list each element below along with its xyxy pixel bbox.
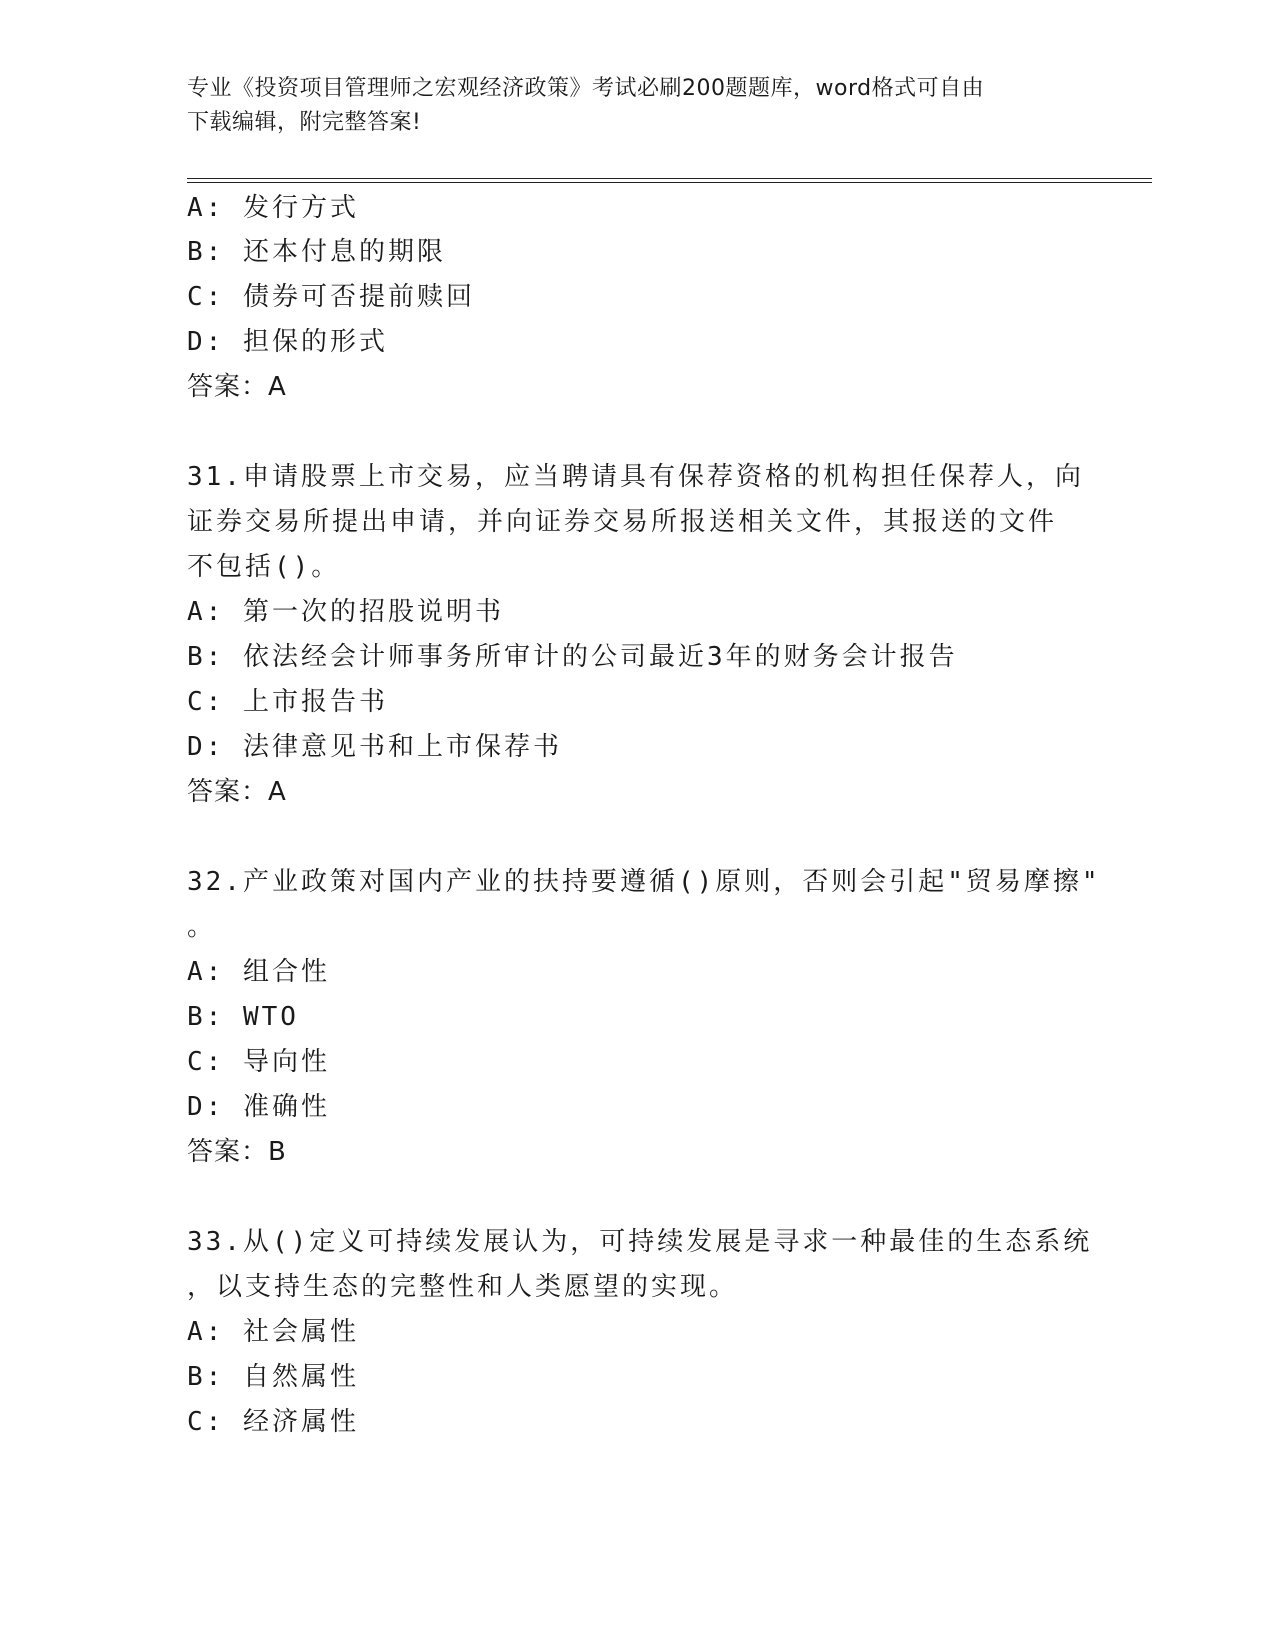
q32-option-b: B: WTO	[187, 1002, 299, 1032]
q33-option-c: C: 经济属性	[187, 1407, 359, 1437]
q31-option-c: C: 上市报告书	[187, 687, 388, 717]
q33-stem-line-1: 33.从()定义可持续发展认为，可持续发展是寻求一种最佳的生态系统	[187, 1227, 1093, 1257]
q31-answer: 答案：A	[187, 777, 287, 807]
q32-stem-line-1: 32.产业政策对国内产业的扶持要遵循()原则，否则会引起"贸易摩擦"	[187, 867, 1101, 897]
q33-option-b: B: 自然属性	[187, 1362, 359, 1392]
q32-option-a: A: 组合性	[187, 957, 330, 987]
q31-stem-line-3: 不包括()。	[187, 552, 341, 582]
q30-option-b: B: 还本付息的期限	[187, 237, 446, 267]
q32-answer: 答案：B	[187, 1137, 287, 1167]
header-divider	[187, 178, 1152, 183]
q31-stem-line-2: 证券交易所提出申请，并向证券交易所报送相关文件，其报送的文件	[187, 507, 1058, 537]
header-line-2: 下载编辑，附完整答案!	[187, 110, 422, 135]
q33-option-a: A: 社会属性	[187, 1317, 359, 1347]
q30-answer: 答案：A	[187, 372, 287, 402]
q32-option-d: D: 准确性	[187, 1092, 330, 1122]
q32-option-c: C: 导向性	[187, 1047, 330, 1077]
q32-stem-line-2: 。	[187, 912, 217, 942]
q31-option-d: D: 法律意见书和上市保荐书	[187, 732, 562, 762]
q30-option-d: D: 担保的形式	[187, 327, 388, 357]
q30-option-c: C: 债券可否提前赎回	[187, 282, 475, 312]
document-header	[187, 72, 1067, 140]
header-line-1: 专业《投资项目管理师之宏观经济政策》考试必刷200题题库，word格式可自由	[187, 76, 985, 101]
q31-option-a: A: 第一次的招股说明书	[187, 597, 504, 627]
q31-stem-line-1: 31.申请股票上市交易，应当聘请具有保荐资格的机构担任保荐人，向	[187, 462, 1084, 492]
q33-stem-line-2: ，以支持生态的完整性和人类愿望的实现。	[187, 1272, 739, 1302]
q30-option-a: A: 发行方式	[187, 193, 359, 223]
q31-option-b: B: 依法经会计师事务所审计的公司最近3年的财务会计报告	[187, 642, 958, 672]
